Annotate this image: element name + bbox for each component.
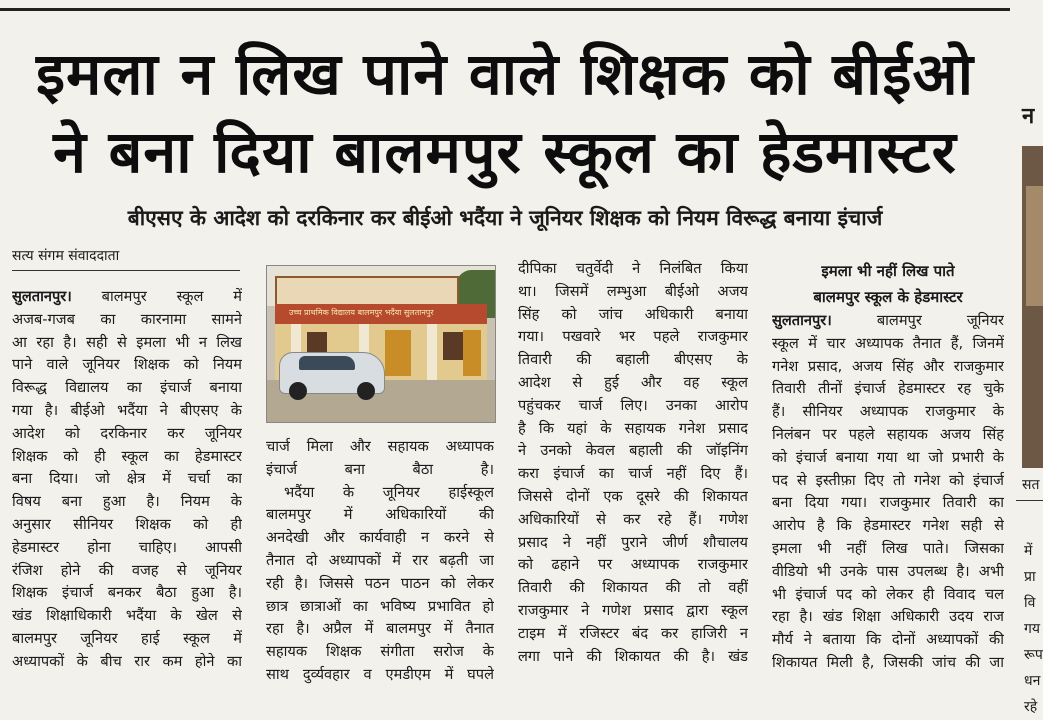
text-line: भदैंया के जूनियर हाईस्कूल [284,483,494,501]
text-line: बना दिया। जो क्षेत्र में चर्चा का [12,470,242,488]
adjacent-text-4: गय [1024,621,1041,637]
text-line: सहायक शिक्षक संगीता सरोज के [266,643,494,661]
text-line: शिक्षक को ही स्कूल का हेडमास्टर [12,447,242,465]
text-line: बालमपुर में अधिकारियों की [266,506,494,524]
text-line: भी इंचार्ज पद को लेकर ही विवाद चल [772,585,1004,603]
text-line: को ढहाने पर अध्यापक राजकुमार [518,556,748,574]
text-line: इमला भी नहीं लिख पाते। जिसका [772,539,1004,557]
text-line: पद से इस्तीफ़ा दिए तो गनेश को इंचार्ज [772,471,1004,489]
school-photo [266,265,496,423]
text-line: टाइम में रजिस्टर बंद कर हाजिरी न [518,624,748,642]
text-line: तिवारी की शिकायत की तो वहीं [518,579,748,597]
text-line: गनेश प्रसाद, अजय सिंह और राजकुमार [772,357,1004,375]
text-line: तिवारी तीनों इंचार्ज हेडमास्टर रह चुके [772,380,1004,398]
text-line: छात्र छात्राओं का भविष्य प्रभावित हो [266,597,494,615]
text-line: लगा पाने की शिकायत की है। खंड [518,647,748,665]
text-line: बना दिया गया। राजकुमार तिवारी का [772,494,1004,512]
text-line: सुलतानपुर। बालमपुर जूनियर [772,312,1004,329]
text-line: ने उनको केवल बहाली की जॉइनिंग [518,442,748,460]
text-line: अनुसार सीनियर शिक्षक को ही [12,515,242,533]
dateline: सुलतानपुर। [772,312,832,329]
text-line: पहुंचकर चार्ज लिए। उनका आरोप [518,396,748,414]
article-column-1 [12,286,242,720]
text-line: आ रहा है। सही से इमला भी न लिख [12,333,242,351]
text-line: आरोप है कि हेडमास्टर गनेश सही से [772,517,1004,535]
text-line: अनदेखी और कार्यवाही न करने से [266,529,494,547]
adjacent-text-1: में [1024,543,1033,559]
text-line: रही है। जिससे पठन पाठन को लेकर [266,574,494,592]
text-line: रहा है। अप्रैल में बालमपुर में तैनात [266,620,494,638]
photo-banner-text: उच्च प्राथमिक विद्यालय बालमपुर भदैंया सुलतानपुर [289,308,434,317]
text-line: चार्ज मिला और सहायक अध्यापक [266,438,494,455]
side-headline-1: इमला भी नहीं लिख पाते [821,262,955,280]
text-line: रंजिश होने की वजह से जूनियर [12,561,242,579]
text-line: दीपिका चतुर्वेदी ने निलंबित किया [518,260,748,277]
subheadline: बीएसए के आदेश को दरकिनार कर बीईओ भदैंया ने जूनियर शिक्षक को नियम विरूद्ध बनाया इंचार्ज [127,206,883,230]
adjacent-text-2: प्रा [1024,569,1036,585]
text-line: वीडियो भी उनके पास उपलब्ध है। अभी [772,562,1004,580]
text-line: आदेश से हुई और वह स्कूल [518,373,748,391]
headline-line-1: इमला न लिख पाने वाले शिक्षक को बीईओ [35,40,975,108]
adjacent-photo [1022,146,1043,468]
text-line: विरूद्ध विद्यालय का इंचार्ज बनाया [12,379,242,397]
top-rule [0,8,1010,11]
article-column-4 [772,258,1004,720]
text-line: विषय बना हुआ है। नियम के [12,493,242,511]
text-line: तैनात दो अध्यापकों में रार बढ़ती जा [266,551,494,569]
text-line: पाने वाले जूनियर शिक्षक को नियम [12,356,242,374]
text-line: आदेश को दरकिनार कर जूनियर [12,424,242,442]
headline-line-2: ने बना दिया बालमपुर स्कूल का हेडमास्टर [53,118,957,186]
text-line: करा इंचार्ज का चार्ज नहीं दिए हैं। [518,465,748,483]
byline: सत्य संगम संवाददाता [12,246,240,271]
text-line: है कि यहां के सहायक गनेश प्रसाद [518,419,748,437]
text-line: शिकायत मिली है, जिसकी जांच की जा [772,653,1004,671]
text-line: रहा है। खंड शिक्षा अधिकारी उदय राज [772,608,1004,626]
text-line: अजब-गजब का कारनामा सामने [12,310,242,328]
article-column-3 [518,258,748,720]
text-line: गया। पखवारे भर पहले राजकुमार [518,328,748,346]
text-line: इंचार्ज बना बैठा है। [266,460,494,478]
text-line: स्कूल में चार अध्यापक तैनात हैं, जिनमें [772,334,1004,352]
text-line: हेडमास्टर होना चाहिए। आपसी [12,538,242,556]
text-line: था। जिसमें लम्भुआ बीईओ अजय [518,282,748,300]
adjacent-text-7: रहे [1024,699,1038,715]
text-line: जिससे दोनों एक दूसरे की शिकायत [518,487,748,505]
text-line: अध्यापकों के बीच रार कम होने का [12,652,242,670]
text-line: बालमपुर जूनियर हाई स्कूल में [12,629,242,647]
adjacent-text-6: धन [1024,673,1041,689]
text-line: गया है। बीईओ भदैंया ने बीएसए के [12,401,242,419]
text-line: सुलतानपुर। बालमपुर स्कूल में [12,288,242,305]
side-headline-2: बालमपुर स्कूल के हेडमास्टर [813,288,963,306]
text-line: साथ दुर्व्यवहार व एमडीएम में घपले [266,665,494,683]
adjacent-text-5: रूप [1024,647,1043,663]
text-line: मौर्य ने बताया कि दोनों अध्यापकों की [772,631,1004,649]
adjacent-caption: सत [1022,477,1040,493]
adjacent-text-3: वि [1024,595,1036,611]
text-line: निलंबन पर पहले सहायक अजय सिंह [772,425,1004,443]
text-line: शिक्षक इंचार्ज बनकर बैठा हुआ है। [12,584,242,602]
text-line: प्रसाद ने नहीं पुराने जीर्ण शौचालय [518,533,748,551]
text-line: को इंचार्ज बनाया गया था जो प्रभारी के [772,448,1004,466]
article-column-2 [266,436,494,720]
text-line: हैं। सीनियर अध्यापक राजकुमार के [772,403,1004,421]
dateline: सुलतानपुर। [12,288,72,305]
text-line: सिंह को जांच अधिकारी बनाया [518,305,748,323]
text-line: खंड शिक्षाधिकारी भदैंया के खेल से [12,607,242,625]
text-line: राजकुमार ने गणेश प्रसाद द्वारा स्कूल [518,601,748,619]
text-line: तिवारी की बहाली बीएसए के [518,351,748,369]
adjacent-headline-fragment: न [1022,104,1035,129]
text-line: अधिकारियों से कर रहे हैं। गणेश [518,510,748,528]
